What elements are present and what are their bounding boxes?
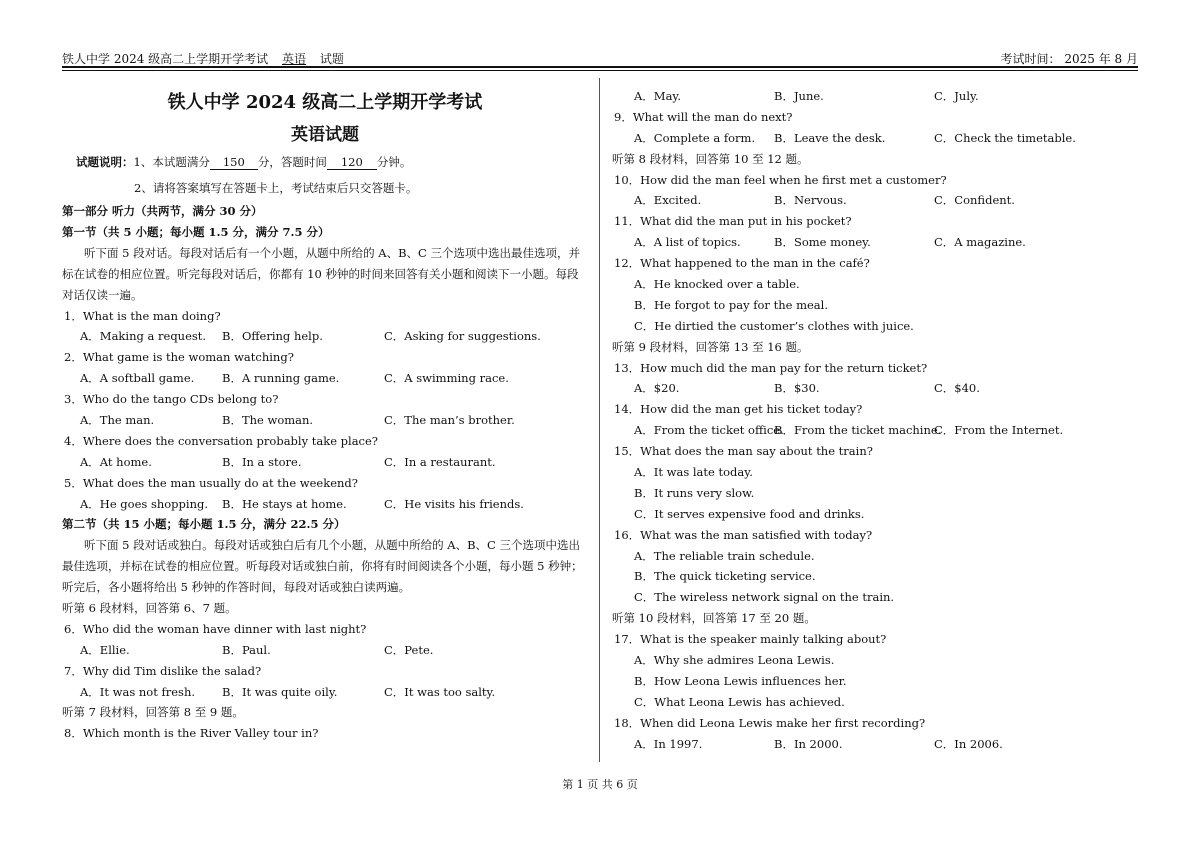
question-1-options: [62, 326, 588, 347]
q14-option-b: B．From the ticket machine.: [774, 423, 942, 438]
q2-option-c: C．A swimming race.: [384, 371, 509, 386]
q16-option-c: C．The wireless network signal on the train.: [634, 590, 895, 605]
q10-option-c: C．Confident.: [934, 193, 1015, 208]
section2-directions: 听下面 5 段对话或独白。每段对话或独白后有几个小题，从题中所给的 A、B、C 三个选项中选出最佳选项，并标在试卷的相应位置。听每段对话或独白前，你将有时间阅读各个小题，每小题 5 秒钟；听完后，各小题将给出 5 秒钟的作答时间，每段对话或独白读两遍。: [62, 538, 583, 595]
q2-option-b: B．A running game.: [222, 371, 340, 386]
q12-option-b: B．He forgot to pay for the meal.: [634, 297, 828, 312]
question-9-options: [612, 128, 1134, 149]
section2-title: 第二节（共 15 小题；每小题 1.5 分，满分 22.5 分）: [62, 517, 346, 532]
question-10: 10．How did the man feel when he first met a customer?: [614, 172, 947, 187]
q16-option-b: B．The quick ticketing service.: [634, 569, 816, 584]
question-5: 5．What does the man usually do at the weekend?: [64, 475, 358, 490]
instructions-line2: 2、请将答案填写在答题卡上，考试结束后只交答题卡。: [134, 181, 418, 195]
column-divider: [599, 78, 600, 762]
q6-option-c: C．Pete.: [384, 642, 434, 657]
q13-option-c: C．$40.: [934, 381, 980, 396]
q7-option-c: C．It was too salty.: [384, 684, 496, 699]
q4-option-c: C．In a restaurant.: [384, 454, 496, 469]
q1-option-c: C．Asking for suggestions.: [384, 329, 541, 344]
question-18-options: [612, 734, 1134, 755]
page-subtitle: 英语试题: [291, 125, 359, 145]
question-6-options: [62, 640, 588, 661]
header-exam-time-label: 考试时间：: [1000, 52, 1061, 66]
header-rule-thick: [62, 66, 1138, 68]
page-title: 铁人中学 2024 级高二上学期开学考试: [167, 92, 483, 113]
q11-option-c: C．A magazine.: [934, 235, 1026, 250]
question-14-options: [612, 420, 1134, 441]
instructions-label: 试题说明：: [76, 155, 134, 169]
q9-option-b: B．Leave the desk.: [774, 130, 886, 145]
q11-option-a: A．A list of topics.: [634, 235, 741, 250]
header-school-exam: 铁人中学 2024 级高二上学期开学考试: [62, 52, 269, 66]
question-7: 7．Why did Tim dislike the salad?: [64, 663, 262, 678]
header-rule-thin: [62, 70, 1138, 71]
q1-option-b: B．Offering help.: [222, 329, 323, 344]
question-8: 8．Which month is the River Valley tour in?: [64, 726, 319, 741]
q10-option-b: B．Nervous.: [774, 193, 847, 208]
q18-option-c: C．In 2006.: [934, 736, 1003, 751]
q8-option-c: C．July.: [934, 89, 979, 103]
question-17: 17．What is the speaker mainly talking about?: [614, 632, 887, 647]
instructions-line1: [62, 150, 588, 175]
section1-title: 第一节（共 5 小题；每小题 1.5 分，满分 7.5 分）: [62, 224, 330, 239]
q13-option-a: A．$20.: [634, 381, 680, 396]
q8-option-b: B．June.: [774, 89, 824, 103]
question-18: 18．When did Leona Lewis make her first recording?: [614, 715, 926, 730]
question-11-options: [612, 232, 1134, 253]
q12-option-a: A．He knocked over a table.: [634, 277, 800, 292]
question-11: 11．What did the man put in his pocket?: [614, 214, 852, 229]
header-subject: 英语: [282, 52, 307, 66]
q4-option-b: B．In a store.: [222, 454, 302, 469]
left-column: [62, 86, 588, 744]
question-2: 2．What game is the woman watching?: [64, 350, 294, 365]
header-exam-time-value: 2025 年 8 月: [1064, 52, 1138, 66]
q6-option-a: A．Ellie.: [80, 642, 130, 657]
right-column: [612, 86, 1134, 755]
question-3: 3．Who do the tango CDs belong to?: [64, 392, 279, 407]
q9-option-c: C．Check the timetable.: [934, 130, 1076, 145]
question-10-options: [612, 190, 1134, 211]
question-12: 12．What happened to the man in the café?: [614, 256, 870, 271]
q14-option-c: C．From the Internet.: [934, 423, 1064, 438]
q11-option-b: B．Some money.: [774, 235, 871, 250]
page-footer: 第 1 页 共 6 页: [562, 778, 638, 791]
q4-option-a: A．At home.: [80, 454, 152, 469]
time-value: 120: [327, 155, 377, 170]
q3-option-c: C．The man’s brother.: [384, 412, 515, 427]
q8-option-a: A．May.: [634, 89, 682, 103]
q3-option-a: A．The man.: [80, 412, 155, 427]
q10-option-a: A．Excited.: [634, 193, 702, 208]
question-15: 15．What does the man say about the train?: [614, 444, 873, 459]
question-4: 4．Where does the conversation probably take place?: [64, 433, 378, 448]
q2-option-a: A．A softball game.: [80, 371, 195, 386]
q3-option-b: B．The woman.: [222, 412, 314, 427]
q6-option-b: B．Paul.: [222, 642, 271, 657]
q14-option-a: A．From the ticket office.: [634, 423, 784, 438]
material-8-note: 听第 8 段材料，回答第 10 至 12 题。: [612, 151, 809, 166]
question-7-options: [62, 682, 588, 703]
material-6-note: 听第 6 段材料，回答第 6、7 题。: [62, 601, 237, 616]
question-9: 9．What will the man do next?: [614, 109, 793, 124]
q17-option-b: B．How Leona Lewis influences her.: [634, 673, 847, 688]
q18-option-a: A．In 1997.: [634, 736, 703, 751]
q18-option-b: B．In 2000.: [774, 736, 843, 751]
instructions-text-b: 分，答题时间: [257, 155, 327, 169]
q17-option-c: C．What Leona Lewis has achieved.: [634, 694, 845, 709]
q5-option-b: B．He stays at home.: [222, 496, 347, 511]
header-right: [1001, 50, 1138, 67]
question-16: 16．What was the man satisfied with today?: [614, 527, 873, 542]
header-left: [62, 50, 354, 67]
material-10-note: 听第 10 段材料，回答第 17 至 20 题。: [612, 611, 816, 626]
q5-option-c: C．He visits his friends.: [384, 496, 524, 511]
question-6: 6．Who did the woman have dinner with last night?: [64, 621, 367, 636]
question-3-options: [62, 410, 588, 431]
question-8-options: [612, 86, 1134, 107]
q12-option-c: C．He dirtied the customer’s clothes with juice.: [634, 318, 914, 333]
instructions-text-a: 1、本试题满分: [133, 155, 210, 169]
q16-option-a: A．The reliable train schedule.: [634, 548, 815, 563]
full-score-value: 150: [210, 155, 258, 170]
header-paper: 试题: [319, 52, 344, 66]
material-9-note: 听第 9 段材料，回答第 13 至 16 题。: [612, 339, 809, 354]
question-4-options: [62, 452, 588, 473]
q1-option-a: A．Making a request.: [80, 329, 207, 344]
q5-option-a: A．He goes shopping.: [80, 496, 208, 511]
question-2-options: [62, 368, 588, 389]
q7-option-b: B．It was quite oily.: [222, 684, 338, 699]
part1-title: 第一部分 听力（共两节，满分 30 分）: [62, 204, 263, 218]
q15-option-a: A．It was late today.: [634, 465, 753, 480]
question-1: 1．What is the man doing?: [64, 308, 221, 323]
question-13-options: [612, 378, 1134, 399]
q13-option-b: B．$30.: [774, 381, 820, 396]
instructions-text-c: 分钟。: [376, 155, 412, 169]
section1-directions: 听下面 5 段对话。每段对话后有一个小题，从题中所给的 A、B、C 三个选项中选出最佳选项，并标在试卷的相应位置。听完每段对话后，你都有 10 秒钟的时间来回答有关小题和阅读下一小题。每段对话仅读一遍。: [62, 245, 580, 302]
q15-option-b: B．It runs very slow.: [634, 485, 755, 500]
q17-option-a: A．Why she admires Leona Lewis.: [634, 653, 835, 668]
question-14: 14．How did the man get his ticket today?: [614, 402, 863, 417]
q15-option-c: C．It serves expensive food and drinks.: [634, 506, 865, 521]
page-header: [62, 48, 1138, 66]
q7-option-a: A．It was not fresh.: [80, 684, 196, 699]
question-5-options: [62, 494, 588, 515]
question-13: 13．How much did the man pay for the return ticket?: [614, 360, 928, 375]
material-7-note: 听第 7 段材料，回答第 8 至 9 题。: [62, 705, 244, 720]
q9-option-a: A．Complete a form.: [634, 130, 756, 145]
